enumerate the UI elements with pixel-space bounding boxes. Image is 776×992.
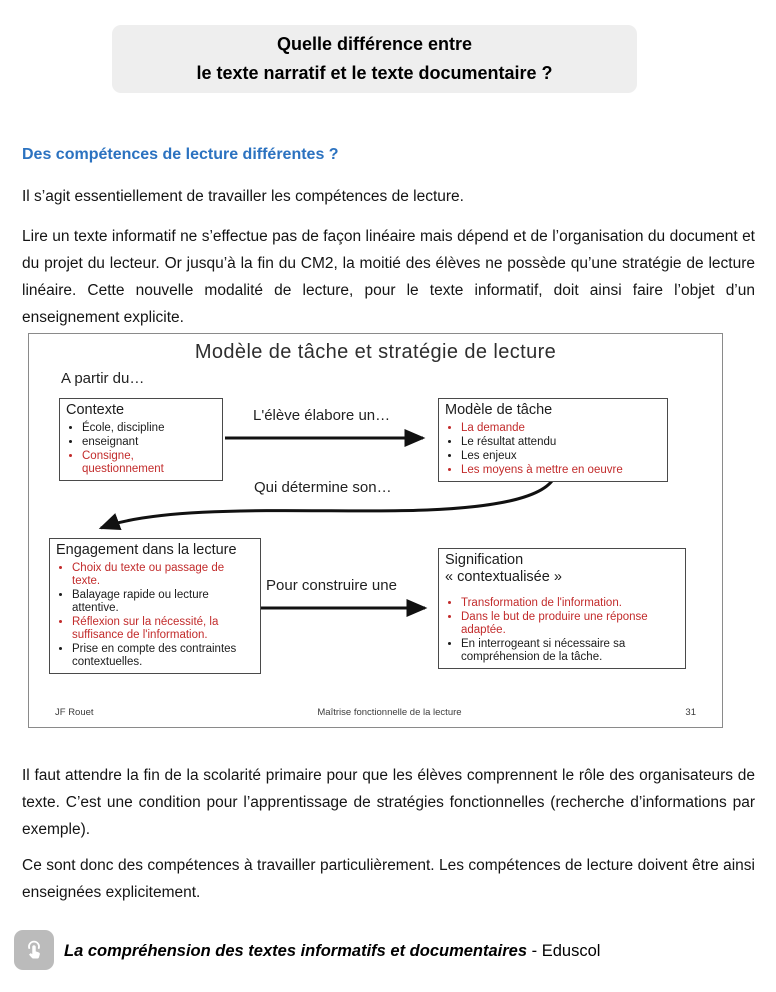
slide-box-modele-de-tache: [438, 398, 668, 482]
slide-box-contexte: [59, 398, 223, 481]
slide-figure: [28, 333, 723, 728]
bullet-list: [445, 596, 679, 664]
bullet-list: [56, 561, 254, 669]
tap-hand-glyph: [21, 937, 47, 963]
tap-link-icon[interactable]: [14, 930, 54, 970]
bullet-list: [445, 421, 661, 477]
box-title: Modèle de tâche: [445, 402, 553, 418]
page-title: [112, 25, 637, 93]
bullet-item: • Prise en compte des contraintes contextuelles.: [72, 642, 254, 669]
source-reference[interactable]: [64, 942, 600, 961]
paragraph-2: Lire un texte informatif ne s’effectue pas de façon linéaire mais dépend et de l’organisation du document et du projet du lecteur. Or jusqu’à la fin du CM2, la moitié des élèves ne possède qu’une stratégie de lecture linéaire. Cette nouvelle modalité de lecture, pour le texte informatif, doit ainsi faire l’objet d’un enseignement explicite.: [22, 228, 755, 326]
bullet-item: • École, discipline: [82, 421, 216, 435]
bullet-item: • Les enjeux: [461, 449, 661, 463]
slide-footer-title: Maîtrise fonctionnelle de la lecture: [317, 707, 462, 718]
bullet-item: • La demande: [461, 421, 661, 435]
slide-box-engagement: [49, 538, 261, 674]
paragraph-4: Ce sont donc des compétences à travailler particulièrement. Les compétences de lecture doivent être ainsi enseignées explicitement.: [22, 857, 755, 901]
bullet-item: • Les moyens à mettre en oeuvre: [461, 463, 661, 477]
bullet-item: • Le résultat attendu: [461, 435, 661, 449]
bullet-item: • Balayage rapide ou lecture attentive.: [72, 588, 254, 615]
arrow-label-construire: Pour construire une: [266, 577, 397, 594]
slide-box-signification: [438, 548, 686, 669]
slide-lead-label: A partir du…: [61, 370, 145, 387]
bullet-item: • Choix du texte ou passage de texte.: [72, 561, 254, 588]
bullet-list: [66, 421, 216, 476]
bullet-item: • enseignant: [82, 435, 216, 449]
slide-page-number: 31: [685, 707, 696, 718]
box-title: Contexte: [66, 402, 125, 418]
slide-title: Modèle de tâche et stratégie de lecture: [194, 341, 557, 363]
bullet-item: • Transformation de l'information.: [461, 596, 679, 610]
bullet-item: • Dans le but de produire une réponse adaptée.: [461, 610, 679, 637]
box-title-line2: « contextualisée »: [445, 569, 562, 585]
arrow-label-determine: Qui détermine son…: [254, 479, 392, 496]
bullet-item: • Réflexion sur la nécessité, la suffisance de l'information.: [72, 615, 254, 642]
section-heading: Des compétences de lecture différentes ?: [22, 146, 339, 163]
page-title-line2: le texte narratif et le texte documentaire ?: [196, 63, 553, 83]
box-title-line1: Signification: [445, 552, 524, 568]
paragraph-1: Il s’agit essentiellement de travailler les compétences de lecture.: [22, 188, 464, 205]
bullet-item: • En interrogeant si nécessaire sa compréhension de la tâche.: [461, 637, 679, 664]
paragraph-3: Il faut attendre la fin de la scolarité primaire pour que les élèves comprennent le rôle des organisateurs de texte. C’est une condition pour l’apprentissage de stratégies fonctionnelles (recherche d’informations par exemple).: [22, 767, 755, 838]
bullet-item: • Consigne, questionnement: [82, 449, 216, 476]
slide-footer: [29, 707, 722, 718]
source-title: La compréhension des textes informatifs et documentaires: [64, 942, 528, 960]
slide-footer-author: JF Rouet: [55, 707, 94, 718]
source-suffix: - Eduscol: [527, 942, 601, 960]
arrow-label-elabore: L'élève élabore un…: [253, 407, 391, 424]
box-title: Engagement dans la lecture: [56, 542, 237, 558]
page-title-line1: Quelle différence entre: [276, 34, 473, 54]
